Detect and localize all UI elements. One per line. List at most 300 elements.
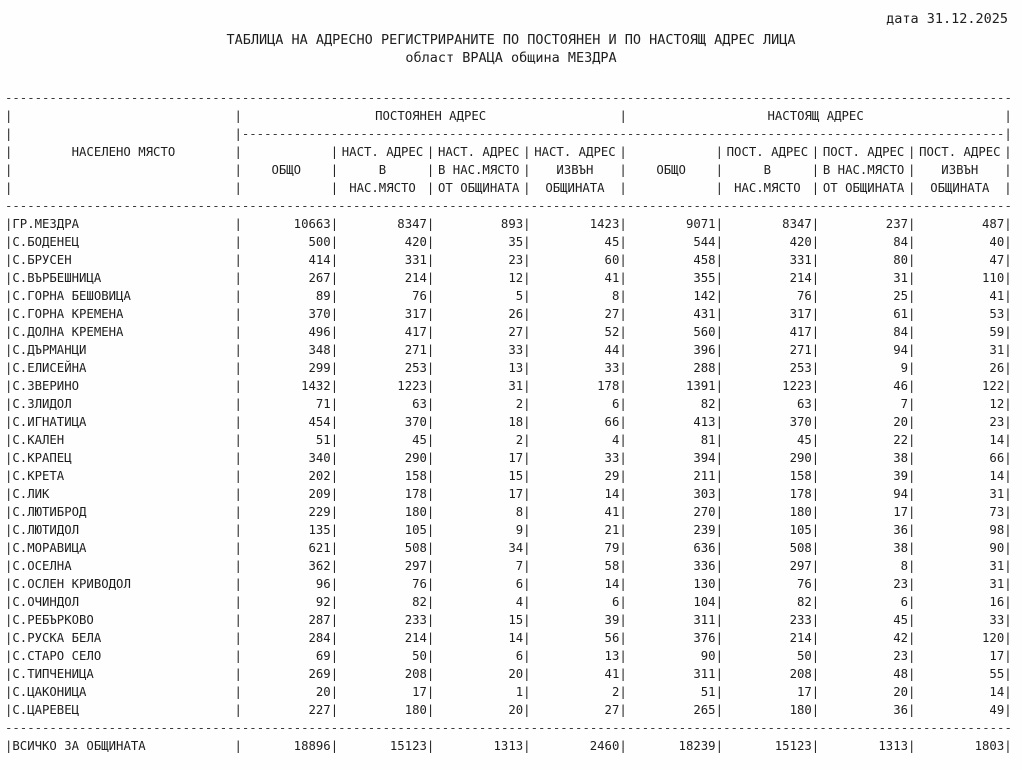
header-spacer bbox=[242, 179, 331, 197]
column-divider: | bbox=[1004, 379, 1012, 393]
value-cell: 214 bbox=[404, 271, 427, 285]
value-cell: 23 bbox=[508, 253, 524, 267]
column-divider: | bbox=[330, 595, 339, 609]
value-cell: 53 bbox=[989, 307, 1005, 321]
column-divider: | bbox=[1004, 271, 1012, 285]
value-cell: 290 bbox=[789, 451, 812, 465]
header-group-permanent: ПОСТОЯНЕН АДРЕС bbox=[375, 109, 487, 123]
settlement-name: С.МОРАВИЦА bbox=[12, 541, 87, 555]
column-divider: | bbox=[908, 253, 916, 267]
value-cell: 420 bbox=[404, 235, 427, 249]
value-cell: 26 bbox=[508, 307, 524, 321]
table-row bbox=[5, 539, 1012, 557]
header-cell-v: В bbox=[763, 163, 772, 177]
value-cell: 317 bbox=[404, 307, 427, 321]
value-cell: 135 bbox=[308, 523, 331, 537]
column-divider: | bbox=[1004, 163, 1012, 177]
value-cell: 76 bbox=[412, 577, 427, 591]
column-divider: | bbox=[619, 577, 627, 591]
value-cell: 362 bbox=[308, 559, 331, 573]
column-divider: | bbox=[1004, 127, 1012, 141]
value-cell: 202 bbox=[308, 469, 331, 483]
column-divider: | bbox=[908, 379, 916, 393]
column-divider: | bbox=[426, 469, 435, 483]
column-divider: | bbox=[426, 379, 435, 393]
column-divider: | bbox=[619, 145, 627, 159]
value-cell: 96 bbox=[315, 577, 331, 591]
value-cell: 211 bbox=[693, 469, 716, 483]
value-cell: 1313 bbox=[878, 739, 909, 753]
column-divider: | bbox=[811, 685, 820, 699]
column-divider: | bbox=[5, 667, 13, 681]
settlement-name: С.ЛЮТИБРОД bbox=[12, 505, 87, 519]
header-spacer bbox=[12, 161, 234, 179]
value-cell: 130 bbox=[693, 577, 716, 591]
header-spacer bbox=[627, 179, 716, 197]
column-divider: | bbox=[811, 595, 820, 609]
column-divider: | bbox=[619, 253, 627, 267]
value-cell: 16 bbox=[989, 595, 1005, 609]
value-cell: 105 bbox=[789, 523, 812, 537]
value-cell: 94 bbox=[893, 343, 909, 357]
column-divider: | bbox=[908, 181, 916, 195]
header-spacer bbox=[12, 107, 234, 125]
value-cell: 42 bbox=[893, 631, 909, 645]
column-divider: | bbox=[426, 487, 435, 501]
settlement-name: С.ГОРНА БЕШОВИЦА bbox=[12, 289, 131, 303]
column-divider: | bbox=[1004, 523, 1012, 537]
value-cell: 92 bbox=[315, 595, 331, 609]
header-cell-nas-myasto: НАС.МЯСТО bbox=[734, 181, 801, 195]
column-divider: | bbox=[1004, 505, 1012, 519]
value-cell: 2 bbox=[611, 685, 620, 699]
column-divider: | bbox=[715, 361, 723, 375]
value-cell: 317 bbox=[789, 307, 812, 321]
value-cell: 14 bbox=[508, 631, 524, 645]
column-divider: | bbox=[426, 577, 435, 591]
column-divider: | bbox=[1004, 649, 1012, 663]
column-divider: | bbox=[811, 451, 820, 465]
column-divider: | bbox=[234, 127, 242, 141]
column-divider: | bbox=[715, 181, 723, 195]
column-divider: | bbox=[330, 433, 339, 447]
column-divider: | bbox=[523, 541, 531, 555]
value-cell: 40 bbox=[989, 235, 1005, 249]
column-divider: | bbox=[811, 181, 820, 195]
column-divider: | bbox=[908, 739, 916, 753]
column-divider: | bbox=[426, 631, 435, 645]
column-divider: | bbox=[330, 343, 339, 357]
column-divider: | bbox=[330, 379, 339, 393]
group-underline: ------------------------------------------------------------------------------------------------------- bbox=[241, 127, 1005, 141]
value-cell: 7 bbox=[515, 559, 524, 573]
column-divider: | bbox=[234, 703, 242, 717]
value-cell: 1313 bbox=[493, 739, 524, 753]
column-divider: | bbox=[234, 487, 242, 501]
value-cell: 417 bbox=[789, 325, 812, 339]
column-divider: | bbox=[715, 739, 723, 753]
value-cell: 500 bbox=[308, 235, 331, 249]
column-divider: | bbox=[619, 451, 627, 465]
value-cell: 6 bbox=[515, 577, 524, 591]
value-cell: 63 bbox=[412, 397, 427, 411]
value-cell: 265 bbox=[693, 703, 716, 717]
value-cell: 5 bbox=[515, 289, 524, 303]
header-cell-nast-adres: НАСТ. АДРЕС bbox=[534, 145, 616, 159]
column-divider: | bbox=[523, 649, 531, 663]
column-divider: | bbox=[715, 613, 723, 627]
column-divider: | bbox=[523, 469, 531, 483]
value-cell: 271 bbox=[404, 343, 427, 357]
column-divider: | bbox=[811, 397, 820, 411]
value-cell: 18239 bbox=[678, 739, 716, 753]
header-cell-ot-obshtinata: ОТ ОБЩИНАТА bbox=[438, 181, 520, 195]
column-divider: | bbox=[811, 559, 820, 573]
value-cell: 284 bbox=[308, 631, 331, 645]
column-divider: | bbox=[426, 703, 435, 717]
column-divider: | bbox=[811, 361, 820, 375]
column-divider: | bbox=[426, 667, 435, 681]
column-divider: | bbox=[426, 559, 435, 573]
value-cell: 27 bbox=[604, 307, 620, 321]
column-divider: | bbox=[426, 523, 435, 537]
column-divider: | bbox=[1004, 487, 1012, 501]
column-divider: | bbox=[426, 271, 435, 285]
value-cell: 33 bbox=[604, 451, 620, 465]
value-cell: 508 bbox=[404, 541, 427, 555]
column-divider: | bbox=[5, 739, 13, 753]
settlement-name: С.РЕБЪРКОВО bbox=[12, 613, 94, 627]
column-divider: | bbox=[5, 631, 13, 645]
column-divider: | bbox=[715, 649, 723, 663]
value-cell: 15 bbox=[508, 469, 524, 483]
column-divider: | bbox=[523, 325, 531, 339]
column-divider: | bbox=[715, 433, 723, 447]
column-divider: | bbox=[5, 559, 13, 573]
column-divider: | bbox=[234, 541, 242, 555]
column-divider: | bbox=[234, 631, 242, 645]
settlement-name: С.ДОЛНА КРЕМЕНА bbox=[12, 325, 124, 339]
column-divider: | bbox=[330, 253, 339, 267]
value-cell: 14 bbox=[604, 577, 620, 591]
value-cell: 458 bbox=[693, 253, 716, 267]
column-divider: | bbox=[908, 271, 916, 285]
table-row bbox=[5, 413, 1012, 431]
column-divider: | bbox=[426, 451, 435, 465]
column-divider: | bbox=[523, 343, 531, 357]
value-cell: 303 bbox=[693, 487, 716, 501]
value-cell: 1803 bbox=[974, 739, 1005, 753]
column-divider: | bbox=[426, 307, 435, 321]
column-divider: | bbox=[5, 361, 13, 375]
value-cell: 84 bbox=[893, 325, 909, 339]
column-divider: | bbox=[1004, 577, 1012, 591]
column-divider: | bbox=[715, 145, 723, 159]
value-cell: 71 bbox=[315, 397, 331, 411]
column-divider: | bbox=[908, 307, 916, 321]
value-cell: 297 bbox=[404, 559, 427, 573]
column-divider: | bbox=[5, 325, 13, 339]
value-cell: 237 bbox=[885, 217, 909, 231]
value-cell: 15123 bbox=[774, 739, 812, 753]
column-divider: | bbox=[1004, 703, 1012, 717]
header-cell-nast-adres: НАСТ. АДРЕС bbox=[341, 145, 424, 159]
value-cell: 348 bbox=[308, 343, 331, 357]
column-divider: | bbox=[234, 505, 242, 519]
column-divider: | bbox=[523, 163, 531, 177]
table-footer bbox=[5, 737, 1012, 755]
value-cell: 94 bbox=[893, 487, 909, 501]
settlement-name: С.ЛИК bbox=[12, 487, 50, 501]
column-divider: | bbox=[619, 415, 627, 429]
settlement-name: С.БОДЕНЕЦ bbox=[12, 235, 80, 249]
column-divider: | bbox=[234, 307, 242, 321]
value-cell: 6 bbox=[515, 649, 524, 663]
column-divider: | bbox=[619, 163, 627, 177]
settlement-name: С.КАЛЕН bbox=[12, 433, 65, 447]
value-cell: 12 bbox=[989, 397, 1005, 411]
value-cell: 214 bbox=[789, 271, 812, 285]
column-divider: | bbox=[1004, 613, 1012, 627]
column-divider: | bbox=[5, 217, 13, 231]
value-cell: 178 bbox=[597, 379, 620, 393]
value-cell: 431 bbox=[693, 307, 716, 321]
value-cell: 73 bbox=[989, 505, 1005, 519]
table-row bbox=[5, 341, 1012, 359]
column-divider: | bbox=[619, 523, 627, 537]
column-divider: | bbox=[523, 685, 531, 699]
column-divider: | bbox=[715, 487, 723, 501]
column-divider: | bbox=[426, 613, 435, 627]
column-divider: | bbox=[1004, 361, 1012, 375]
value-cell: 21 bbox=[604, 523, 620, 537]
value-cell: 180 bbox=[789, 703, 812, 717]
value-cell: 1 bbox=[515, 685, 524, 699]
column-divider: | bbox=[908, 649, 916, 663]
column-divider: | bbox=[811, 487, 820, 501]
value-cell: 13 bbox=[508, 361, 524, 375]
separator-line: ---------------------------------------------------------------------------------------------------------------------------------------- bbox=[5, 91, 1012, 105]
value-cell: 39 bbox=[893, 469, 909, 483]
column-divider: | bbox=[811, 307, 820, 321]
value-cell: 51 bbox=[315, 433, 331, 447]
column-divider: | bbox=[523, 595, 531, 609]
value-cell: 229 bbox=[308, 505, 331, 519]
column-divider: | bbox=[330, 667, 339, 681]
column-divider: | bbox=[811, 235, 820, 249]
column-divider: | bbox=[234, 577, 242, 591]
column-divider: | bbox=[1004, 325, 1012, 339]
column-divider: | bbox=[523, 379, 531, 393]
column-divider: | bbox=[523, 559, 531, 573]
value-cell: 63 bbox=[796, 397, 812, 411]
column-divider: | bbox=[523, 361, 531, 375]
column-divider: | bbox=[715, 289, 723, 303]
column-divider: | bbox=[715, 577, 723, 591]
column-divider: | bbox=[5, 577, 13, 591]
value-cell: 299 bbox=[308, 361, 331, 375]
settlement-name: С.ГОРНА КРЕМЕНА bbox=[12, 307, 124, 321]
column-divider: | bbox=[811, 289, 820, 303]
value-cell: 4 bbox=[611, 433, 620, 447]
table-header-row-3 bbox=[5, 179, 1012, 197]
value-cell: 253 bbox=[404, 361, 427, 375]
column-divider: | bbox=[619, 559, 627, 573]
table-row bbox=[5, 683, 1012, 701]
value-cell: 355 bbox=[693, 271, 716, 285]
column-divider: | bbox=[715, 235, 723, 249]
column-divider: | bbox=[908, 541, 916, 555]
column-divider: | bbox=[234, 451, 242, 465]
value-cell: 496 bbox=[308, 325, 331, 339]
column-divider: | bbox=[523, 253, 531, 267]
column-divider: | bbox=[619, 469, 627, 483]
column-divider: | bbox=[619, 649, 627, 663]
column-divider: | bbox=[330, 541, 339, 555]
header-cell-naseleno-myasto: НАСЕЛЕНО МЯСТО bbox=[71, 145, 176, 159]
column-divider: | bbox=[523, 217, 531, 231]
column-divider: | bbox=[523, 667, 531, 681]
column-divider: | bbox=[715, 667, 723, 681]
column-divider: | bbox=[234, 649, 242, 663]
value-cell: 82 bbox=[796, 595, 812, 609]
value-cell: 20 bbox=[508, 703, 524, 717]
value-cell: 52 bbox=[604, 325, 620, 339]
value-cell: 46 bbox=[893, 379, 909, 393]
column-divider: | bbox=[5, 271, 13, 285]
value-cell: 6 bbox=[611, 397, 620, 411]
column-divider: | bbox=[523, 703, 531, 717]
value-cell: 13 bbox=[604, 649, 620, 663]
column-divider: | bbox=[5, 487, 13, 501]
value-cell: 27 bbox=[508, 325, 524, 339]
table-body bbox=[5, 215, 1012, 719]
value-cell: 214 bbox=[789, 631, 812, 645]
value-cell: 227 bbox=[308, 703, 331, 717]
header-spacer bbox=[12, 125, 234, 143]
value-cell: 376 bbox=[693, 631, 716, 645]
header-cell-post-adres: ПОСТ. АДРЕС bbox=[822, 145, 905, 159]
column-divider: | bbox=[234, 361, 242, 375]
column-divider: | bbox=[1004, 235, 1012, 249]
column-divider: | bbox=[811, 649, 820, 663]
table-header-underline-row bbox=[5, 125, 1012, 143]
table-header-row-2 bbox=[5, 161, 1012, 179]
value-cell: 214 bbox=[404, 631, 427, 645]
table-row bbox=[5, 647, 1012, 665]
column-divider: | bbox=[619, 271, 627, 285]
value-cell: 15123 bbox=[389, 739, 427, 753]
column-divider: | bbox=[908, 631, 916, 645]
column-divider: | bbox=[234, 379, 242, 393]
header-group-current: НАСТОЯЩ АДРЕС bbox=[767, 109, 864, 123]
column-divider: | bbox=[234, 343, 242, 357]
column-divider: | bbox=[426, 289, 435, 303]
value-cell: 413 bbox=[693, 415, 716, 429]
settlement-name: С.ИГНАТИЦА bbox=[12, 415, 87, 429]
column-divider: | bbox=[811, 469, 820, 483]
value-cell: 31 bbox=[989, 487, 1005, 501]
column-divider: | bbox=[330, 271, 339, 285]
value-cell: 38 bbox=[893, 541, 909, 555]
value-cell: 18 bbox=[508, 415, 524, 429]
value-cell: 49 bbox=[989, 703, 1005, 717]
column-divider: | bbox=[523, 739, 531, 753]
table-row bbox=[5, 665, 1012, 683]
column-divider: | bbox=[619, 703, 627, 717]
header-cell-obshtinata: ОБЩИНАТА bbox=[545, 181, 605, 195]
value-cell: 7 bbox=[900, 397, 909, 411]
value-cell: 45 bbox=[893, 613, 909, 627]
settlement-name: С.ТИПЧЕНИЦА bbox=[12, 667, 94, 681]
column-divider: | bbox=[715, 379, 723, 393]
column-divider: | bbox=[619, 181, 627, 195]
value-cell: 82 bbox=[700, 397, 716, 411]
table-header-group-row bbox=[5, 107, 1012, 125]
value-cell: 10663 bbox=[293, 217, 331, 231]
column-divider: | bbox=[715, 541, 723, 555]
column-divider: | bbox=[523, 577, 531, 591]
column-divider: | bbox=[330, 217, 339, 231]
column-divider: | bbox=[908, 325, 916, 339]
value-cell: 48 bbox=[893, 667, 909, 681]
column-divider: | bbox=[426, 433, 435, 447]
value-cell: 14 bbox=[989, 685, 1005, 699]
column-divider: | bbox=[1004, 631, 1012, 645]
column-divider: | bbox=[619, 487, 627, 501]
value-cell: 50 bbox=[796, 649, 812, 663]
value-cell: 51 bbox=[700, 685, 716, 699]
value-cell: 76 bbox=[412, 289, 427, 303]
value-cell: 233 bbox=[789, 613, 812, 627]
column-divider: | bbox=[908, 469, 916, 483]
value-cell: 34 bbox=[508, 541, 524, 555]
column-divider: | bbox=[5, 433, 13, 447]
table-row bbox=[5, 323, 1012, 341]
value-cell: 560 bbox=[693, 325, 716, 339]
column-divider: | bbox=[5, 181, 13, 195]
column-divider: | bbox=[619, 667, 627, 681]
column-divider: | bbox=[5, 649, 13, 663]
value-cell: 158 bbox=[789, 469, 812, 483]
column-divider: | bbox=[619, 685, 627, 699]
value-cell: 340 bbox=[308, 451, 331, 465]
column-divider: | bbox=[619, 379, 627, 393]
settlement-name: С.ОЧИНДОЛ bbox=[12, 595, 80, 609]
column-divider: | bbox=[523, 235, 531, 249]
column-divider: | bbox=[908, 487, 916, 501]
value-cell: 508 bbox=[789, 541, 812, 555]
value-cell: 331 bbox=[404, 253, 427, 267]
column-divider: | bbox=[1004, 667, 1012, 681]
value-cell: 38 bbox=[893, 451, 909, 465]
column-divider: | bbox=[234, 325, 242, 339]
column-divider: | bbox=[1004, 433, 1012, 447]
value-cell: 370 bbox=[789, 415, 812, 429]
column-divider: | bbox=[330, 505, 339, 519]
column-divider: | bbox=[426, 595, 435, 609]
value-cell: 178 bbox=[789, 487, 812, 501]
value-cell: 31 bbox=[508, 379, 524, 393]
column-divider: | bbox=[908, 217, 916, 231]
value-cell: 8 bbox=[900, 559, 909, 573]
column-divider: | bbox=[234, 559, 242, 573]
value-cell: 8 bbox=[515, 505, 524, 519]
value-cell: 23 bbox=[989, 415, 1005, 429]
value-cell: 76 bbox=[796, 289, 812, 303]
value-cell: 14 bbox=[989, 469, 1005, 483]
value-cell: 25 bbox=[893, 289, 909, 303]
